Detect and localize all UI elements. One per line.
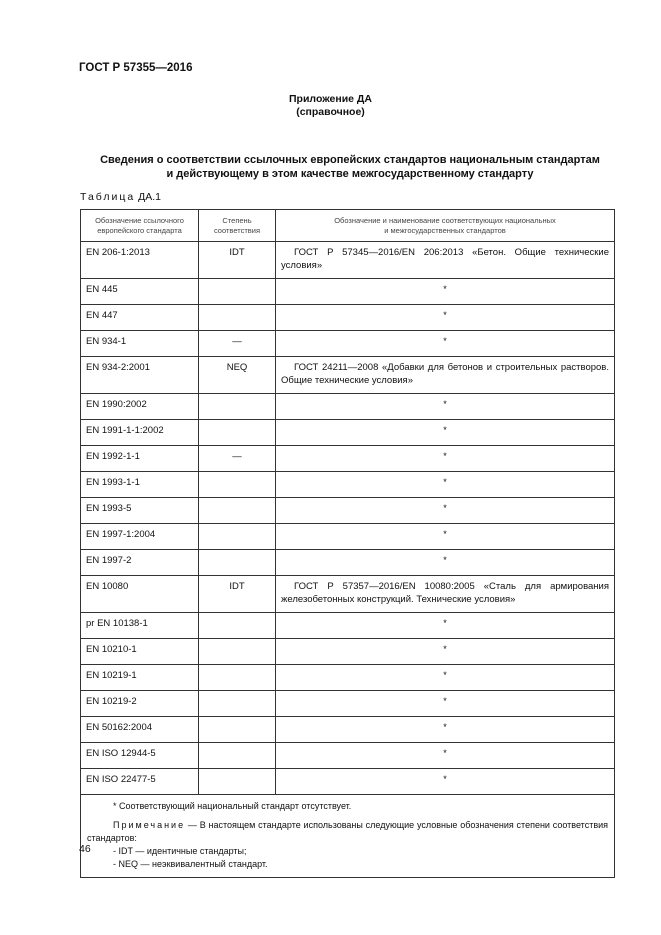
table-row: [81, 446, 615, 472]
degree-cell: IDT: [199, 242, 276, 279]
table-row: [81, 242, 615, 279]
table-row: [81, 717, 615, 743]
notes-row: [81, 795, 615, 878]
national-standard-cell: *: [276, 613, 615, 639]
degree-cell: [199, 691, 276, 717]
table-row: [81, 524, 615, 550]
reference-standard-cell: EN ISO 12944-5: [81, 743, 199, 769]
degree-cell: [199, 394, 276, 420]
reference-standard-cell: EN 1993-5: [81, 498, 199, 524]
table-row: [81, 394, 615, 420]
reference-standard-cell: EN 1993-1-1: [81, 472, 199, 498]
degree-cell: [199, 743, 276, 769]
national-standard-cell: *: [276, 743, 615, 769]
degree-cell: [199, 613, 276, 639]
reference-standard-cell: EN 934-1: [81, 331, 199, 357]
degree-cell: [199, 524, 276, 550]
reference-standard-cell: EN 10210-1: [81, 639, 199, 665]
degree-cell: NEQ: [199, 357, 276, 394]
appendix-heading: [0, 93, 661, 119]
table-row: [81, 576, 615, 613]
degree-cell: [199, 472, 276, 498]
national-standard-cell: *: [276, 717, 615, 743]
table-row: [81, 639, 615, 665]
national-standard-cell: *: [276, 279, 615, 305]
degree-cell: [199, 420, 276, 446]
document-title: [80, 153, 620, 181]
national-standard-cell: ГОСТ Р 57345—2016/EN 206:2013 «Бетон. Общие технические условия»: [276, 242, 615, 279]
national-standard-cell: *: [276, 524, 615, 550]
table-row: [81, 472, 615, 498]
table-notes: [81, 795, 615, 878]
correspondence-table: [80, 209, 615, 878]
note-item-idt: - IDT — идентичные стандарты;: [113, 846, 247, 856]
table-row: [81, 420, 615, 446]
reference-standard-cell: EN 1990:2002: [81, 394, 199, 420]
national-standard-cell: *: [276, 665, 615, 691]
reference-standard-cell: EN 1997-2: [81, 550, 199, 576]
national-standard-cell: *: [276, 769, 615, 795]
reference-standard-cell: EN 934-2:2001: [81, 357, 199, 394]
table-row: [81, 279, 615, 305]
table-caption: [80, 191, 161, 203]
document-title-line-2: и действующему в этом качестве межгосударственному стандарту: [166, 168, 534, 180]
national-standard-cell: *: [276, 446, 615, 472]
note-label: Примечание: [113, 820, 186, 830]
reference-standard-cell: EN 10219-2: [81, 691, 199, 717]
reference-standard-cell: EN 445: [81, 279, 199, 305]
table-row: [81, 613, 615, 639]
header-national-standard: Обозначение и наименование соответствующих национальных и межгосударственных стандартов: [276, 210, 615, 242]
reference-standard-cell: EN 1991-1-1:2002: [81, 420, 199, 446]
document-code-header: ГОСТ Р 57355—2016: [79, 62, 193, 74]
appendix-title: Приложение ДА: [289, 93, 372, 105]
degree-cell: [199, 665, 276, 691]
table-caption-number: ДА.1: [138, 191, 161, 203]
reference-standard-cell: EN 1992-1-1: [81, 446, 199, 472]
national-standard-cell: ГОСТ Р 57357—2016/EN 10080:2005 «Сталь для армирования железобетонных конструкций. Технические условия»: [276, 576, 615, 613]
table-row: [81, 498, 615, 524]
national-standard-cell: *: [276, 639, 615, 665]
reference-standard-cell: EN 50162:2004: [81, 717, 199, 743]
document-title-line-1: Сведения о соответствии ссылочных европейских стандартов национальным стандартам: [100, 154, 600, 166]
table-row: [81, 357, 615, 394]
reference-standard-cell: EN 10219-1: [81, 665, 199, 691]
degree-cell: [199, 639, 276, 665]
degree-cell: IDT: [199, 576, 276, 613]
degree-cell: —: [199, 446, 276, 472]
reference-standard-cell: EN 206-1:2013: [81, 242, 199, 279]
degree-cell: [199, 305, 276, 331]
table-row: [81, 769, 615, 795]
table-row: [81, 743, 615, 769]
degree-cell: —: [199, 331, 276, 357]
degree-cell: [199, 550, 276, 576]
table-row: [81, 665, 615, 691]
footnote-text: * Соответствующий национальный стандарт отсутствует.: [113, 801, 352, 811]
national-standard-cell: *: [276, 420, 615, 446]
reference-standard-cell: EN 447: [81, 305, 199, 331]
degree-cell: [199, 769, 276, 795]
national-standard-cell: *: [276, 394, 615, 420]
reference-standard-cell: EN 1997-1:2004: [81, 524, 199, 550]
note-item-neq: - NEQ — неэквивалентный стандарт.: [113, 859, 268, 869]
national-standard-cell: ГОСТ 24211—2008 «Добавки для бетонов и строительных растворов. Общие технические условия»: [276, 357, 615, 394]
national-standard-cell: *: [276, 331, 615, 357]
table-row: [81, 305, 615, 331]
note-paragraph: [87, 819, 608, 845]
national-standard-cell: *: [276, 550, 615, 576]
table-row: [81, 550, 615, 576]
appendix-subtitle: (справочное): [296, 106, 365, 118]
page-number: 46: [79, 843, 91, 855]
reference-standard-cell: EN 10080: [81, 576, 199, 613]
degree-cell: [199, 279, 276, 305]
header-degree-of-correspondence: Степень соответствия: [199, 210, 276, 242]
table-row: [81, 331, 615, 357]
reference-standard-cell: EN ISO 22477-5: [81, 769, 199, 795]
reference-standard-cell: pr EN 10138-1: [81, 613, 199, 639]
degree-cell: [199, 717, 276, 743]
national-standard-cell: *: [276, 498, 615, 524]
table-body: [81, 242, 615, 795]
national-standard-cell: *: [276, 472, 615, 498]
degree-cell: [199, 498, 276, 524]
national-standard-cell: *: [276, 691, 615, 717]
national-standard-cell: *: [276, 305, 615, 331]
table-caption-word: Таблица: [80, 191, 136, 203]
header-reference-standard: Обозначение ссылочного европейского стандарта: [81, 210, 199, 242]
table-header-row: [81, 210, 615, 242]
table-row: [81, 691, 615, 717]
note-text: — В настоящем стандарте использованы следующие условные обозначения степени соответствия стандартов:: [87, 820, 608, 843]
